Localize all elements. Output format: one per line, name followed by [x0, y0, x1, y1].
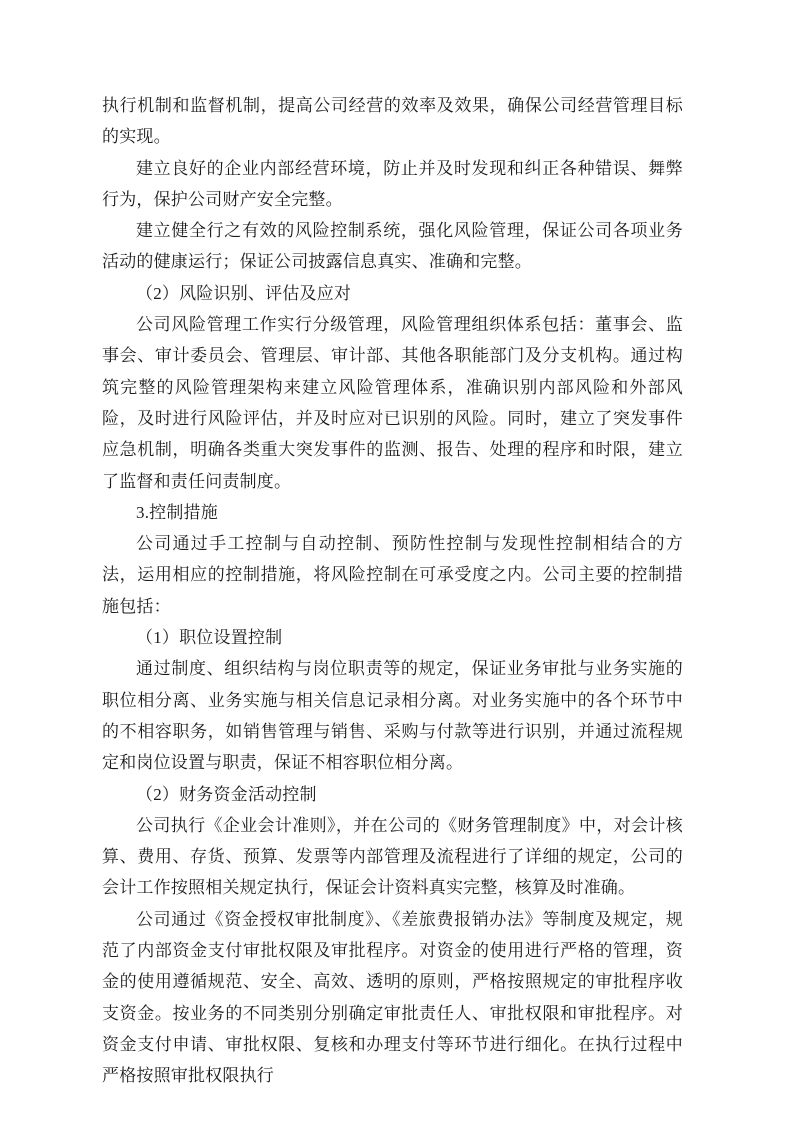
subsection-heading-risk-identification: （2）风险识别、评估及应对 — [136, 283, 352, 303]
document-body — [102, 90, 683, 1092]
paragraph: 公司执行《企业会计准则》，并在公司的《财务管理制度》中，对会计核算、费用、存货、预算、发票等内部管理及流程进行了详细的规定，公司的会计工作按照相关规定执行，保证会计资料真实完整，核算及时准确。 — [102, 815, 683, 898]
paragraph: 公司通过手工控制与自动控制、预防性控制与发现性控制相结合的方法，运用相应的控制措施，将风险控制在可承受度之内。公司主要的控制措施包括： — [102, 534, 683, 616]
section-heading-control-measures: 3.控制措施 — [136, 502, 218, 522]
paragraph: 公司通过《资金授权审批制度》、《差旅费报销办法》等制度及规定，规范了内部资金支付审批权限及审批程序。对资金的使用进行严格的管理，资金的使用遵循规范、安全、高效、透明的原则，严格按照规定的审批程序收支资金。按业务的不同类别分别确定审批责任人、审批权限和审批程序。对资金支付申请、审批权限、复核和办理支付等环节进行细化。在执行过程中严格按照审批权限执行 — [102, 909, 683, 1086]
subsection-heading-finance-control: （2）财务资金活动控制 — [136, 784, 317, 804]
paragraph: 公司风险管理工作实行分级管理，风险管理组织体系包括：董事会、监事会、审计委员会、管理层、审计部、其他各职能部门及分支机构。通过构筑完整的风险管理架构来建立风险管理体系，准确识别内部风险和外部风险，及时进行风险评估，并及时应对已识别的风险。同时，建立了突发事件应急机制，明确各类重大突发事件的监测、报告、处理的程序和时限，建立了监督和责任问责制度。 — [102, 315, 683, 491]
paragraph-continuation: 执行机制和监督机制，提高公司经营的效率及效果，确保公司经营管理目标的实现。 — [102, 96, 683, 147]
subsection-heading-position-control: （1）职位设置控制 — [136, 628, 283, 648]
paragraph: 建立健全行之有效的风险控制系统，强化风险管理，保证公司各项业务活动的健康运行；保证公司披露信息真实、准确和完整。 — [102, 221, 683, 272]
paragraph: 建立良好的企业内部经营环境，防止并及时发现和纠正各种错误、舞弊行为，保护公司财产安全完整。 — [102, 158, 683, 209]
paragraph: 通过制度、组织结构与岗位职责等的规定，保证业务审批与业务实施的职位相分离、业务实施与相关信息记录相分离。对业务实施中的各个环节中的不相容职务，如销售管理与销售、采购与付款等进行识别，并通过流程规定和岗位设置与职责，保证不相容职位相分离。 — [102, 659, 683, 773]
